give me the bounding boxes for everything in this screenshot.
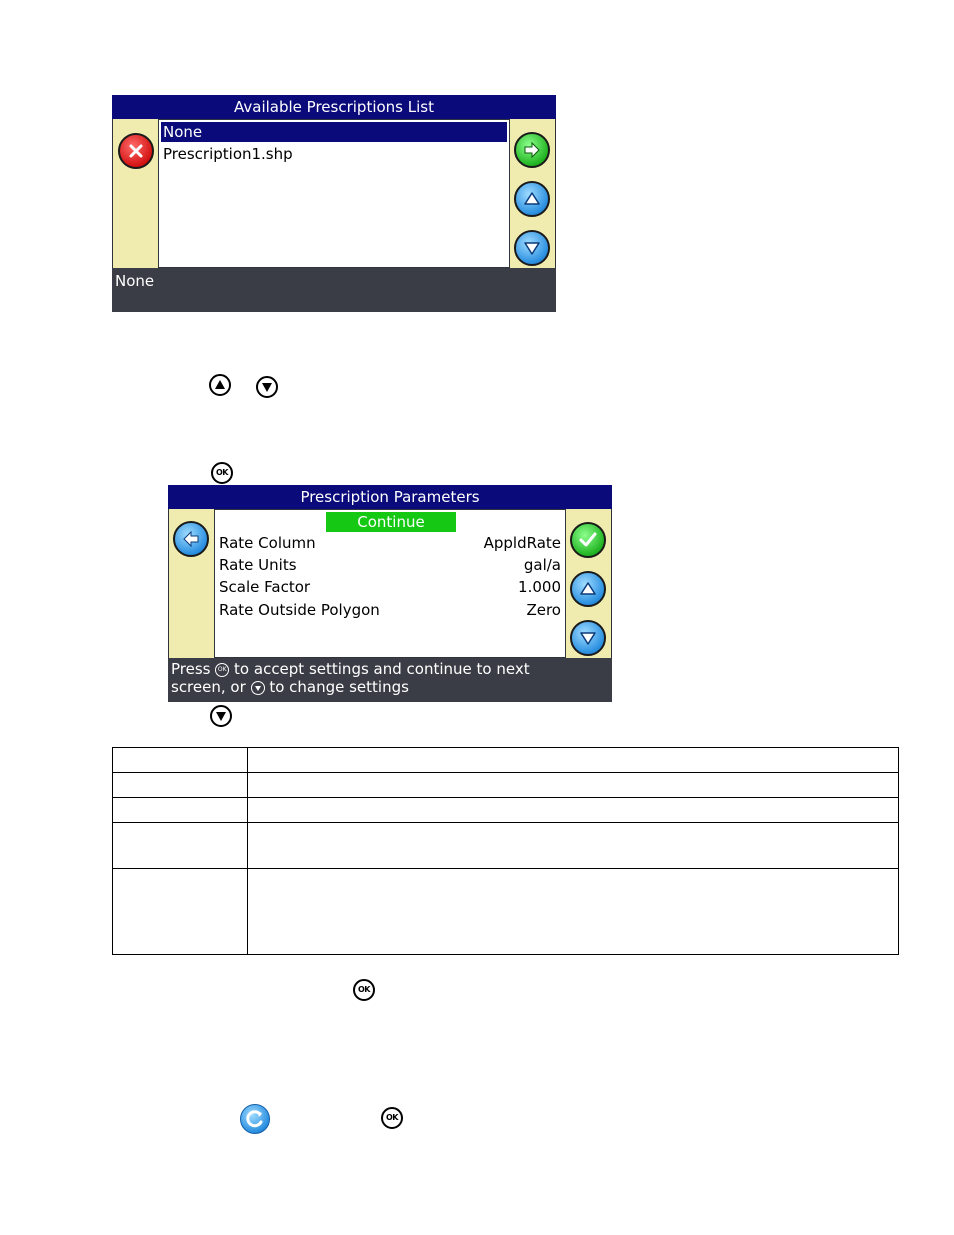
table-cell — [248, 869, 899, 955]
parameters-table — [112, 747, 899, 955]
status-line-2 — [171, 678, 609, 696]
check-icon — [578, 530, 598, 550]
parameter-row-rate-units[interactable] — [217, 554, 561, 576]
parameter-label: Rate Outside Polygon — [219, 601, 380, 619]
down-inline-icon — [251, 681, 265, 695]
down-button-glyph — [210, 705, 232, 727]
down-triangle-icon — [215, 710, 227, 722]
next-button[interactable] — [514, 132, 550, 168]
parameter-row-rate-outside-polygon[interactable] — [217, 599, 561, 621]
screen-title: Prescription Parameters — [168, 485, 612, 509]
prescriptions-list-screen — [112, 95, 556, 312]
table-cell — [113, 823, 248, 869]
ok-icon: OK — [358, 985, 370, 994]
continue-label: Continue — [357, 513, 425, 531]
table-row — [113, 823, 899, 869]
ok-button-glyph — [381, 1107, 403, 1129]
accept-button[interactable] — [570, 522, 606, 558]
cancel-button[interactable] — [118, 133, 154, 169]
ok-icon: OK — [216, 468, 228, 477]
down-triangle-icon — [261, 381, 273, 393]
parameter-value: AppldRate — [483, 534, 561, 552]
down-button-glyph — [256, 376, 278, 398]
status-text: Press — [171, 660, 211, 678]
parameter-value: Zero — [526, 601, 561, 619]
parameter-row-scale-factor[interactable] — [217, 576, 561, 598]
parameter-label: Rate Units — [219, 556, 297, 574]
parameter-row-rate-column[interactable] — [217, 532, 561, 554]
table-row — [113, 773, 899, 798]
ok-button-glyph — [211, 462, 233, 484]
table-cell — [248, 773, 899, 798]
up-arrow-icon — [578, 579, 598, 599]
prescription-parameters-screen — [168, 485, 612, 702]
screen-title: Available Prescriptions List — [112, 95, 556, 119]
up-triangle-icon — [214, 379, 226, 391]
table-row — [113, 748, 899, 773]
status-text: to change settings — [269, 678, 409, 696]
back-arrow-icon — [181, 529, 201, 549]
down-arrow-icon — [522, 238, 542, 258]
table-cell — [113, 798, 248, 823]
table-cell — [113, 748, 248, 773]
table-row — [113, 798, 899, 823]
scroll-down-button[interactable] — [514, 230, 550, 266]
parameter-value: 1.000 — [518, 578, 561, 596]
status-text: None — [115, 272, 155, 290]
back-button[interactable] — [173, 521, 209, 557]
status-text: to accept settings and continue to next — [234, 660, 530, 678]
status-line-1 — [171, 660, 609, 678]
ok-inline-icon: OK — [215, 663, 229, 677]
continue-button[interactable] — [326, 512, 456, 532]
parameter-value: gal/a — [523, 556, 561, 574]
parameter-label: Rate Column — [219, 534, 316, 552]
table-cell — [248, 823, 899, 869]
ok-icon: OK — [386, 1113, 398, 1122]
parameter-label: Scale Factor — [219, 578, 311, 596]
list-item[interactable]: None — [161, 122, 507, 142]
ok-button-glyph — [353, 979, 375, 1001]
scroll-up-button[interactable] — [570, 571, 606, 607]
up-button-glyph — [209, 374, 231, 396]
up-arrow-icon — [522, 189, 542, 209]
scroll-up-button[interactable] — [514, 181, 550, 217]
status-bar — [168, 658, 612, 702]
status-bar — [112, 268, 556, 312]
parameters-panel — [214, 509, 566, 658]
next-arrow-icon — [522, 140, 542, 160]
table-cell — [248, 748, 899, 773]
table-row — [113, 869, 899, 955]
scroll-down-button[interactable] — [570, 620, 606, 656]
table-cell — [113, 869, 248, 955]
down-arrow-icon — [578, 628, 598, 648]
status-text: screen, or — [171, 678, 246, 696]
refresh-icon — [241, 1105, 269, 1133]
table-cell — [248, 798, 899, 823]
table-cell — [113, 773, 248, 798]
prescription-list[interactable] — [158, 119, 510, 268]
cancel-x-icon — [127, 142, 145, 160]
refresh-button-glyph — [240, 1104, 270, 1134]
list-item[interactable]: Prescription1.shp — [163, 145, 293, 163]
